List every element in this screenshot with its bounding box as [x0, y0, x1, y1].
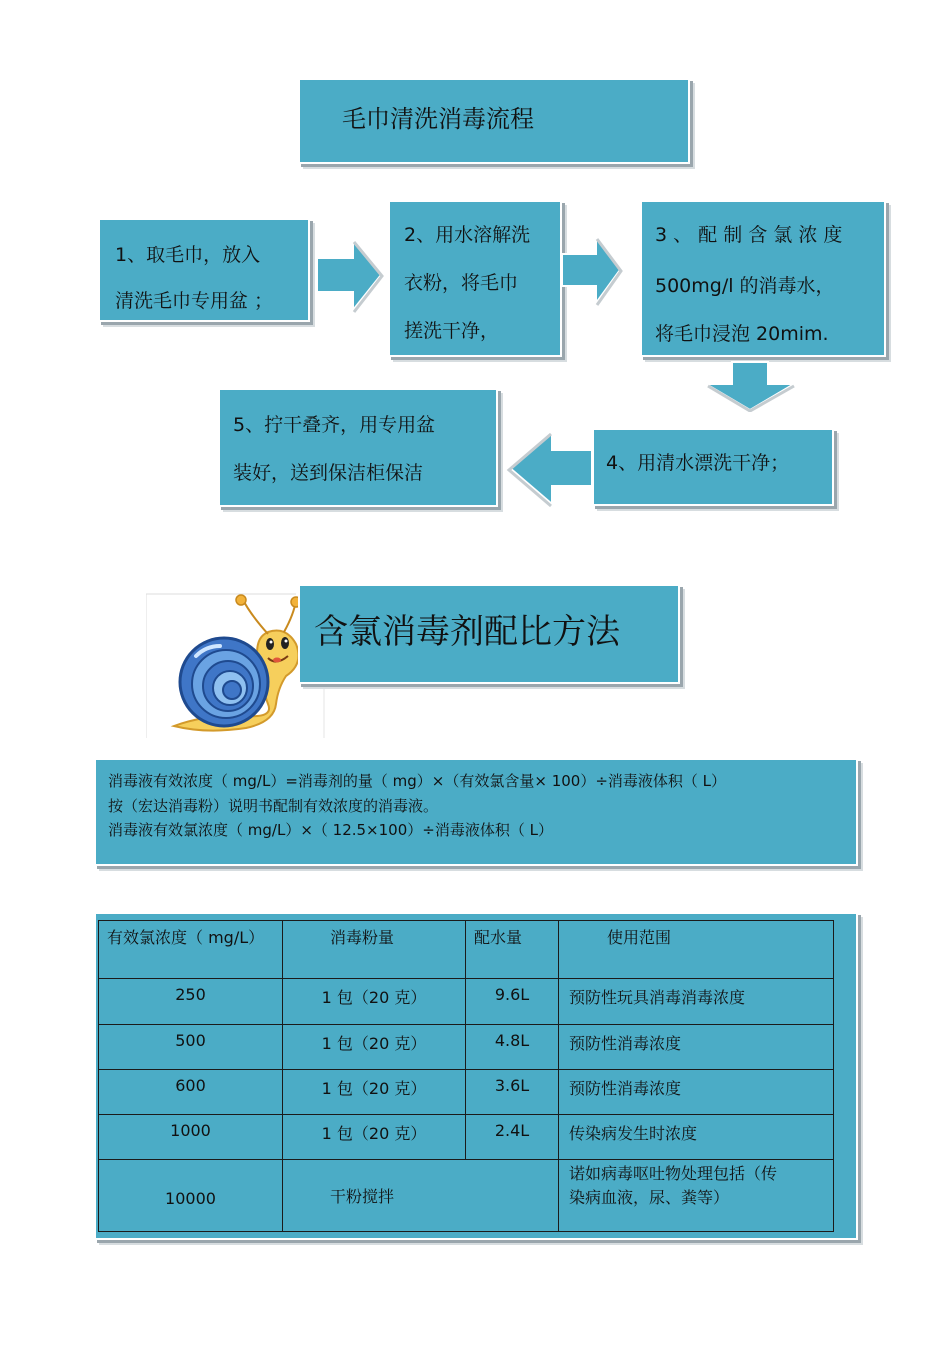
cell-water: 3.6L [494, 1076, 530, 1095]
right-arrow-icon [560, 232, 624, 308]
step-4-box [592, 428, 834, 506]
left-arrow-icon [506, 428, 596, 508]
formula-box [94, 758, 858, 866]
table-header-row [99, 921, 834, 979]
cell-amount: 1 包（20 克） [321, 988, 427, 1007]
flow-title-box [298, 78, 690, 164]
table-row [99, 979, 834, 1025]
cell-amount: 1 包（20 克） [321, 1079, 427, 1098]
header-amount: 消毒粉量 [330, 928, 395, 947]
step-1-box [98, 218, 310, 322]
cell-scope-line1: 诺如病毒呕吐物处理包括（传 [569, 1164, 778, 1183]
header-concentration: 有效氯浓度（ mg/L） [107, 928, 265, 947]
formula-line-2: 按（宏达消毒粉）说明书配制有效浓度的消毒液。 [108, 797, 439, 815]
table-row [99, 1025, 834, 1070]
step-3-box [640, 200, 886, 357]
cell-scope: 预防性消毒浓度 [569, 1079, 682, 1098]
cell-scope-line2: 染病血液，尿、粪等） [569, 1188, 730, 1207]
flow-title: 毛巾清洗消毒流程 [342, 105, 534, 133]
cell-water: 4.8L [494, 1031, 530, 1050]
step-2-line2: 衣粉，将毛巾 [404, 272, 519, 294]
step-1-line1: 1、取毛巾，放入 [115, 244, 261, 266]
step-3-line2: 500mg/l 的消毒水， [655, 275, 835, 297]
step-5-line1: 5、拧干叠齐，用专用盆 [233, 414, 436, 436]
step-3-line3: 将毛巾浸泡 20mim. [655, 323, 829, 345]
step-2-line1: 2、用水溶解洗 [404, 224, 531, 246]
step-1-line2: 清洗毛巾专用盆 ； [115, 290, 274, 312]
step-4-line1: 4、用清水漂洗干净； [606, 452, 790, 474]
step-2-line3: 搓洗干净， [404, 320, 500, 342]
cell-amount: 1 包（20 克） [321, 1034, 427, 1053]
cell-water: 9.6L [494, 985, 530, 1004]
method-title-box [298, 584, 680, 684]
cell-amount: 干粉搅拌 [330, 1187, 395, 1206]
cell-water: 2.4L [494, 1121, 530, 1140]
formula-line-1: 消毒液有效浓度（ mg/L）=消毒剂的量（ mg）×（有效氯含量× 100）÷消毒液体积（ L） [108, 772, 727, 790]
cell-amount: 1 包（20 克） [321, 1124, 427, 1143]
cell-concentration: 1000 [170, 1121, 211, 1140]
table-row [99, 1115, 834, 1160]
down-arrow-icon [704, 360, 798, 412]
cell-scope: 预防性消毒浓度 [569, 1034, 682, 1053]
cell-concentration: 600 [175, 1076, 206, 1095]
cell-scope: 预防性玩具消毒消毒浓度 [569, 988, 746, 1007]
step-3-line1: 3 、 配 制 含 氯 浓 度 [655, 224, 843, 246]
cell-concentration: 500 [175, 1031, 206, 1050]
step-2-box [388, 200, 562, 357]
cell-concentration: 10000 [165, 1189, 216, 1208]
cell-scope: 传染病发生时浓度 [569, 1124, 698, 1143]
method-title: 含氯消毒剂配比方法 [314, 612, 620, 652]
table-row [99, 1070, 834, 1115]
step-5-box [218, 388, 498, 507]
formula-line-3: 消毒液有效氯浓度（ mg/L）×（ 12.5×100）÷消毒液体积（ L） [108, 821, 553, 839]
step-5-line2: 装好，送到保洁柜保洁 [233, 462, 424, 484]
table-row [99, 1160, 834, 1232]
header-scope: 使用范围 [607, 928, 672, 947]
dilution-table [98, 920, 834, 1232]
cell-concentration: 250 [175, 985, 206, 1004]
header-water: 配水量 [474, 928, 523, 947]
right-arrow-icon [313, 234, 385, 316]
